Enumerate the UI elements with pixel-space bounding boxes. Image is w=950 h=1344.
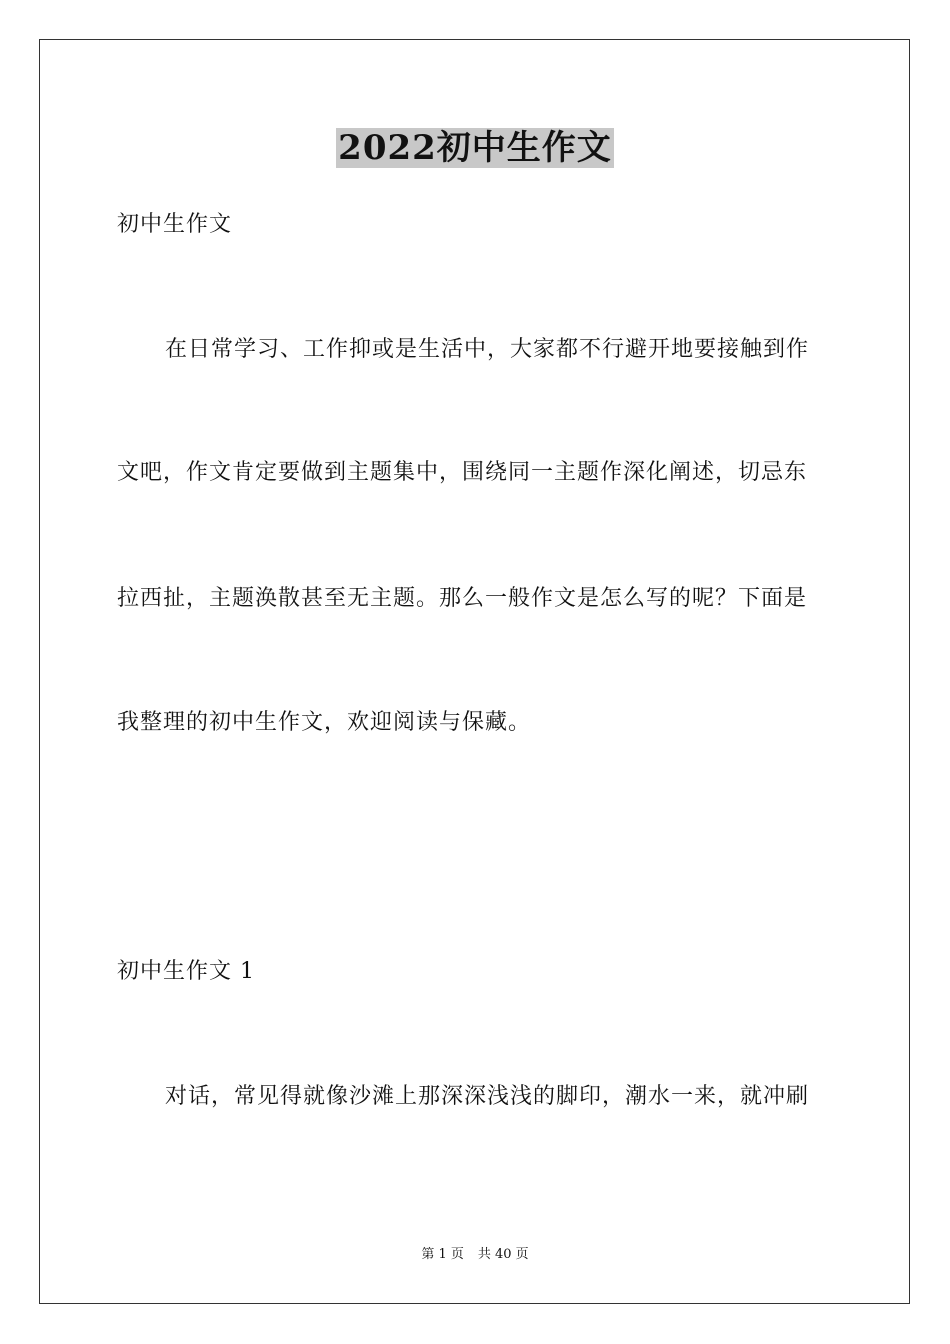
title-container [0, 128, 950, 168]
document-title: 2022初中生作文 [338, 128, 612, 168]
paragraph-line: 对话，常见得就像沙滩上那深深浅浅的脚印，潮水一来，就冲刷 [165, 1084, 810, 1109]
paragraph-line: 文吧，作文肯定要做到主题集中，围绕同一主题作深化阐述，切忌东 [117, 460, 808, 485]
section-heading: 初中生作文 1 [117, 959, 255, 984]
document-heading: 初中生作文 [117, 212, 233, 237]
paragraph-line: 在日常学习、工作抑或是生活中，大家都不行避开地要接触到作 [165, 337, 810, 362]
page-footer [0, 1246, 950, 1264]
page-number: 第 1 页 [421, 1247, 464, 1262]
paragraph-line: 我整理的初中生作文，欢迎阅读与保藏。 [117, 710, 532, 735]
paragraph-line: 拉西扯，主题涣散甚至无主题。那么一般作文是怎么写的呢？下面是 [117, 586, 808, 611]
page-total: 共 40 页 [477, 1247, 529, 1262]
